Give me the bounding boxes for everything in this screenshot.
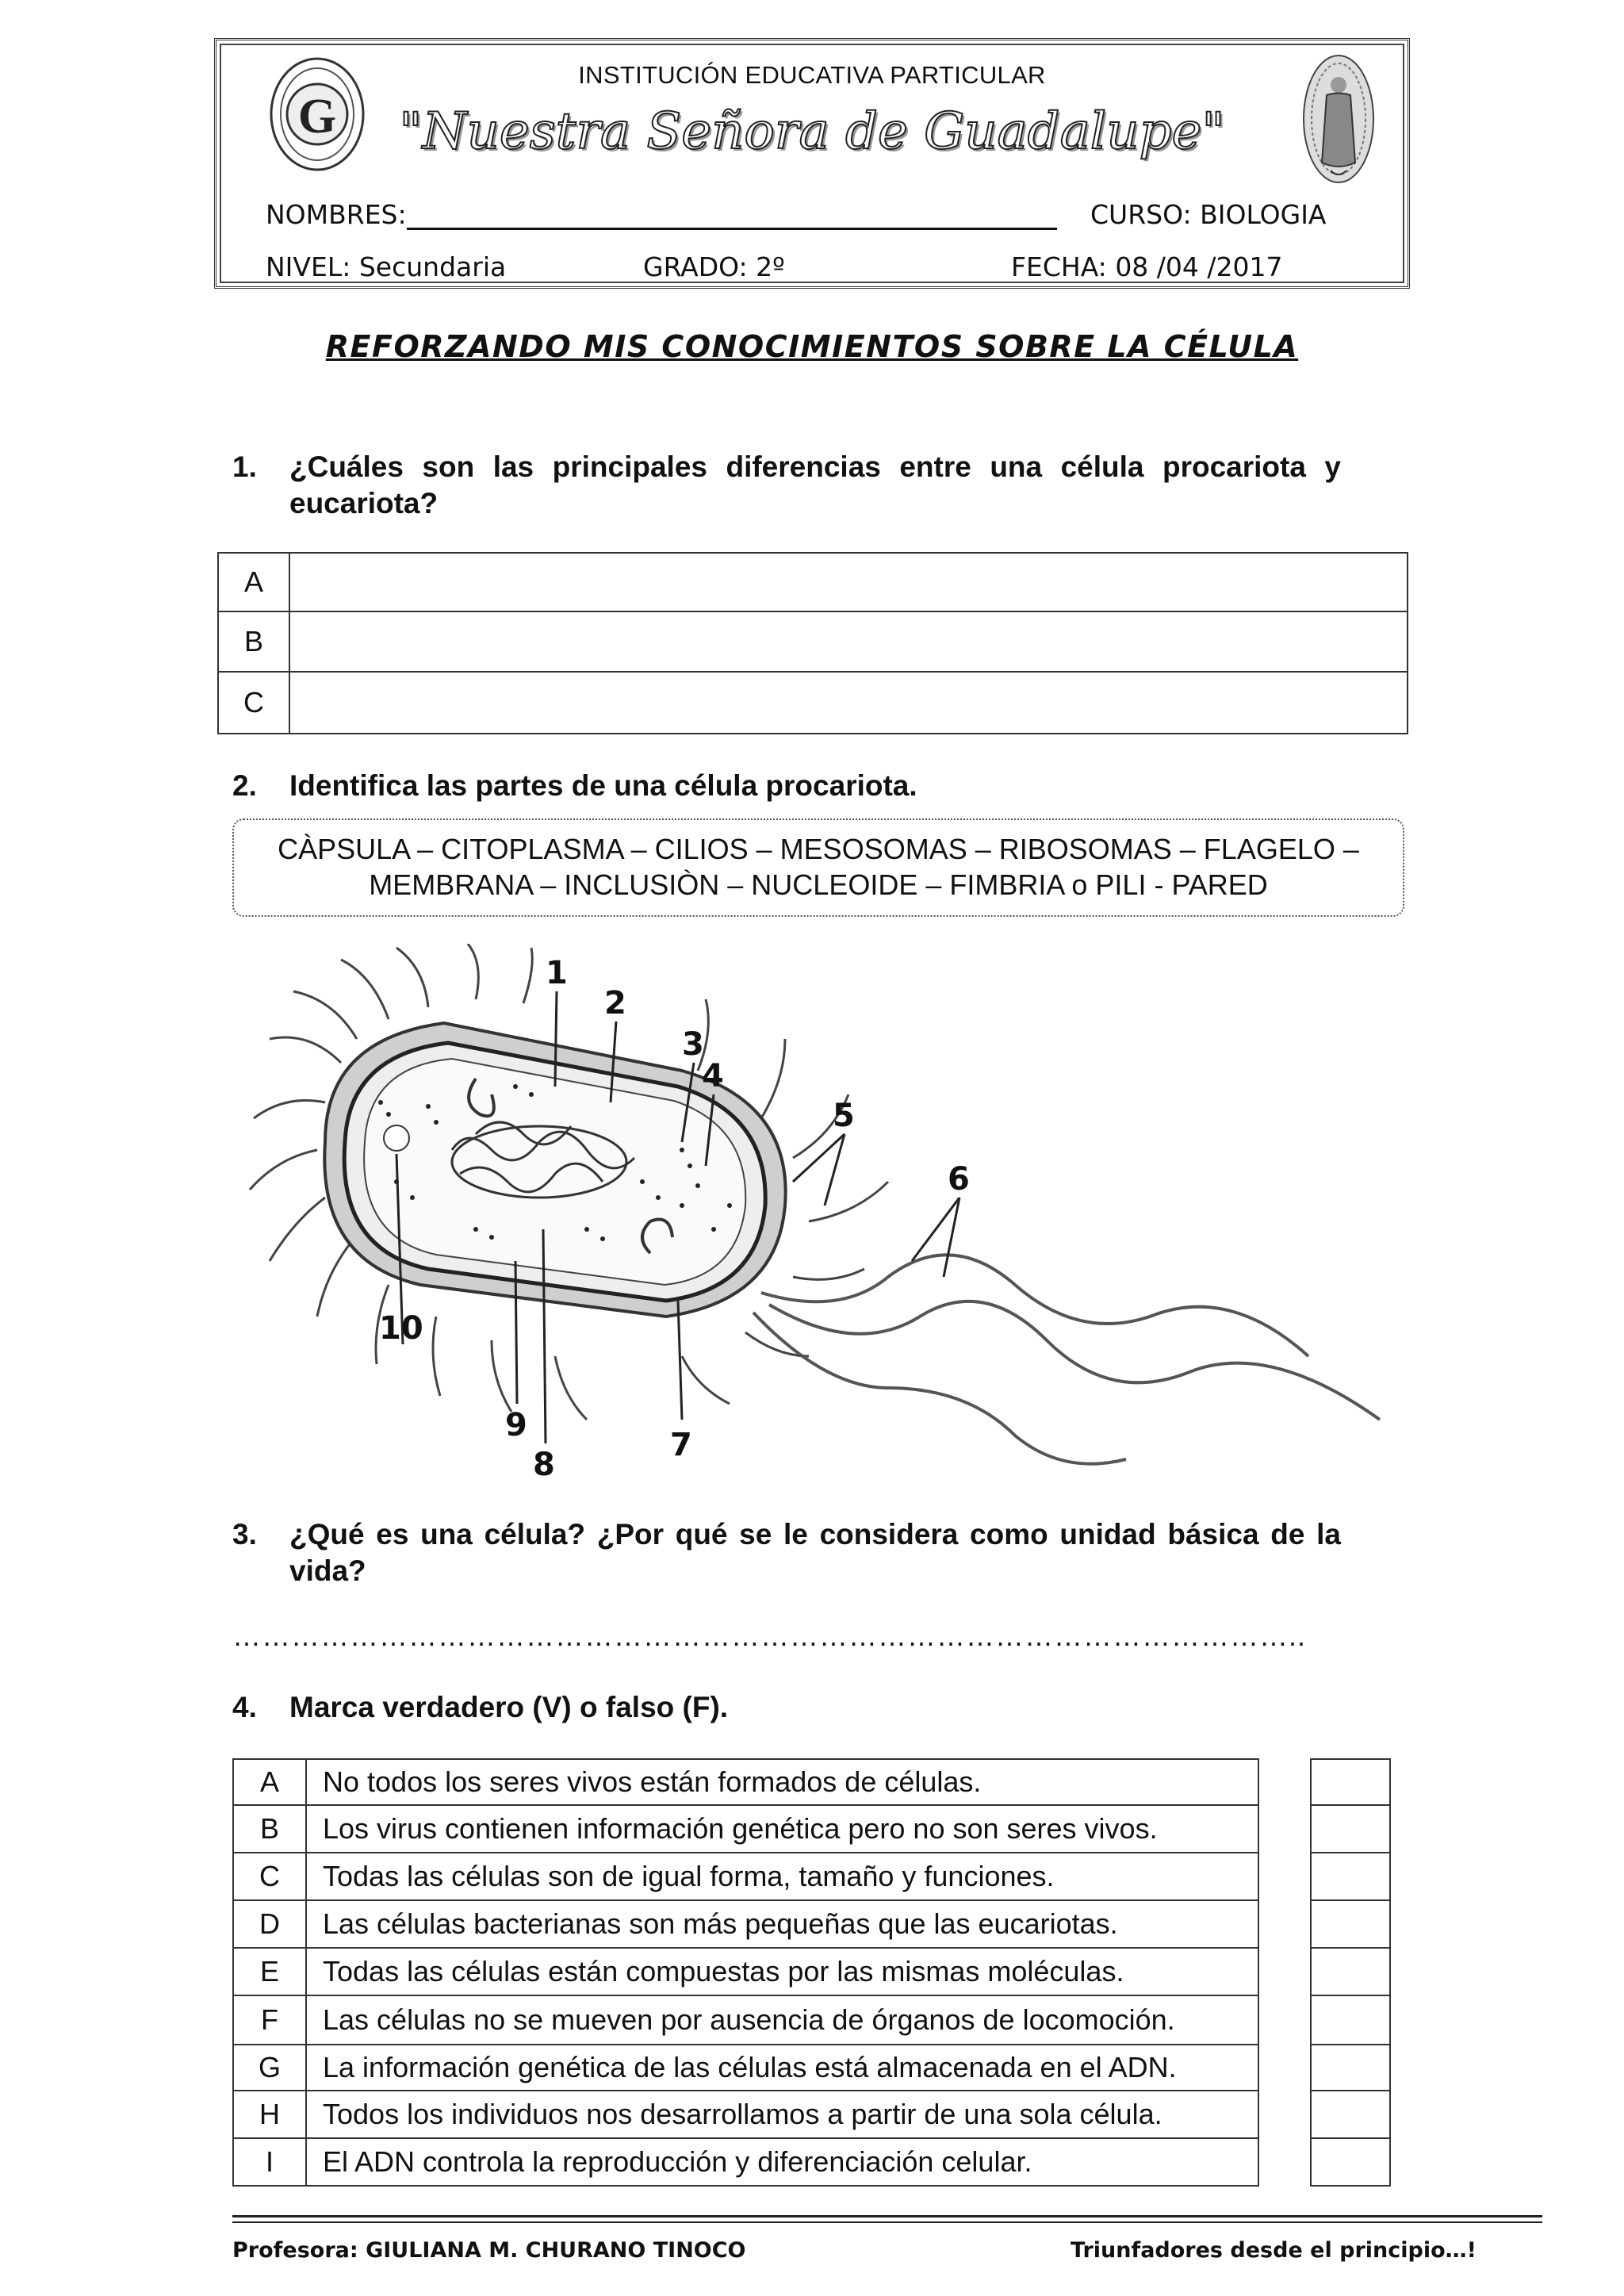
q1-answer-table: [217, 552, 1408, 734]
diagram-label-6: 6: [948, 1161, 970, 1198]
tf-statement-text: Todos los individuos nos desarrollamos a partir de una sola célula.: [306, 2091, 1258, 2138]
nivel-field: [266, 251, 506, 282]
tf-answer-row: [1311, 2045, 1390, 2091]
page-title: REFORZANDO MIS CONOCIMIENTOS SOBRE LA CÉLULA: [325, 329, 1299, 364]
curso-field: [1090, 199, 1327, 230]
diagram-label-9: 9: [505, 1407, 527, 1443]
tf-answer-row: [1311, 1948, 1390, 1995]
tf-answer-row: [1311, 2138, 1390, 2186]
question-2-text: Identifica las partes de una célula procariota.: [289, 769, 917, 802]
tf-statement-text: No todos los seres vivos están formados de células.: [306, 1759, 1258, 1805]
question-1-text: ¿Cuáles son las principales diferencias entre una célula procariota y eucariota?: [289, 450, 1341, 519]
tf-statement-row: [233, 2138, 1258, 2186]
grado-label: GRADO:: [643, 251, 748, 282]
tf-statement-letter: E: [233, 1948, 306, 1995]
logo-letter: G: [297, 90, 337, 144]
fecha-field: [1011, 251, 1283, 282]
tf-statement-row: [233, 1900, 1258, 1948]
diagram-label-3: 3: [682, 1026, 704, 1063]
prokaryote-diagram: [238, 944, 1396, 1483]
q3-answer-line[interactable]: ………………………………………………………………………………………………..: [232, 1619, 1307, 1652]
tf-answer-row: [1311, 1759, 1390, 1805]
curso-value: BIOLOGIA: [1200, 199, 1327, 230]
true-false-answer-column: [1310, 1758, 1391, 2187]
diagram-label-5: 5: [833, 1098, 855, 1134]
tf-statement-row: [233, 1995, 1258, 2045]
question-4: [232, 1689, 1342, 1729]
tf-statement-text: El ADN controla la reproducción y diferenciación celular.: [306, 2138, 1258, 2186]
tf-answer-cell[interactable]: [1311, 2091, 1390, 2138]
footer-teacher: Profesora: GIULIANA M. CHURANO TINOCO: [232, 2238, 746, 2263]
word-bank-line-2: MEMBRANA – INCLUSIÒN – NUCLEOIDE – FIMBRIA o PILI - PARED: [369, 868, 1268, 901]
tf-answer-row: [1311, 1853, 1390, 1900]
tf-statement-row: [233, 2045, 1258, 2091]
tf-answer-row: [1311, 1900, 1390, 1948]
tf-statement-text: Los virus contienen información genética pero no son seres vivos.: [306, 1805, 1258, 1853]
diagram-label-10: 10: [379, 1310, 423, 1347]
tf-statement-letter: F: [233, 1995, 306, 2045]
tf-statement-row: [233, 1805, 1258, 1853]
nombres-label: NOMBRES:: [266, 199, 407, 230]
curso-label: CURSO:: [1090, 199, 1192, 230]
diagram-label-2: 2: [604, 985, 626, 1022]
footer-motto: Triunfadores desde el principio…!: [1071, 2238, 1477, 2263]
tf-statement-text: Las células no se mueven por ausencia de órganos de locomoción.: [306, 1995, 1258, 2045]
tf-answer-cell[interactable]: [1311, 2138, 1390, 2186]
question-4-number: 4.: [232, 1691, 257, 1723]
grado-value: 2º: [756, 251, 785, 282]
header-box: [214, 38, 1410, 289]
q1-answer-cell[interactable]: [289, 672, 1408, 734]
diagram-label-1: 1: [546, 955, 568, 991]
tf-answer-cell[interactable]: [1311, 1900, 1390, 1948]
tf-statement-letter: I: [233, 2138, 306, 2186]
nivel-value: Secundaria: [358, 251, 507, 282]
true-false-table: [232, 1758, 1259, 2187]
tf-statement-text: La información genética de las células está almacenada en el ADN.: [306, 2045, 1258, 2091]
word-bank-line-1: CÀPSULA – CITOPLASMA – CILIOS – MESOSOMAS – RIBOSOMAS – FLAGELO –: [278, 833, 1359, 865]
question-1-number: 1.: [232, 450, 257, 483]
question-3: [232, 1516, 1342, 1596]
tf-statement-letter: A: [233, 1759, 306, 1805]
school-name: "Nuestra Señora de Guadalupe": [399, 102, 1225, 161]
tf-answer-row: [1311, 2091, 1390, 2138]
q1-answer-cell[interactable]: [289, 553, 1408, 611]
tf-statement-row: [233, 1948, 1258, 1995]
tf-answer-cell[interactable]: [1311, 1805, 1390, 1853]
footer-rule: [232, 2221, 1542, 2223]
tf-statement-letter: C: [233, 1853, 306, 1900]
inclusion: [384, 1125, 409, 1151]
q1-answer-cell[interactable]: [289, 611, 1408, 672]
tf-statement-text: Todas las células están compuestas por las mismas moléculas.: [306, 1948, 1258, 1995]
tf-answer-cell[interactable]: [1311, 1853, 1390, 1900]
tf-statement-row: [233, 1853, 1258, 1900]
diagram-label-7: 7: [670, 1427, 692, 1463]
question-3-text: ¿Qué es una célula? ¿Por qué se le considera como unidad básica de la vida?: [289, 1518, 1341, 1587]
nombres-blank-line[interactable]: [407, 201, 1057, 230]
q1-row-letter: A: [218, 553, 289, 611]
footer-rule: [232, 2215, 1542, 2217]
tf-statement-letter: D: [233, 1900, 306, 1948]
tf-statement-text: Las células bacterianas son más pequeñas que las eucariotas.: [306, 1900, 1258, 1948]
question-2: [232, 768, 1342, 807]
question-4-text: Marca verdadero (V) o falso (F).: [289, 1691, 729, 1723]
tf-answer-cell[interactable]: [1311, 1759, 1390, 1805]
nombres-field: [266, 199, 1057, 230]
fecha-value: 08 /04 /2017: [1115, 251, 1283, 282]
tf-answer-cell[interactable]: [1311, 1948, 1390, 1995]
q1-row-letter: C: [218, 672, 289, 734]
tf-statement-letter: H: [233, 2091, 306, 2138]
tf-answer-row: [1311, 1995, 1390, 2045]
question-1: [232, 449, 1342, 528]
tf-statement-row: [233, 2091, 1258, 2138]
word-bank: [232, 818, 1404, 917]
grado-field: [643, 251, 785, 282]
tf-statement-letter: B: [233, 1805, 306, 1853]
tf-statement-row: [233, 1759, 1258, 1805]
institution-label: INSTITUCIÓN EDUCATIVA PARTICULAR: [578, 61, 1046, 89]
tf-answer-cell[interactable]: [1311, 2045, 1390, 2091]
flagella: [753, 1255, 1380, 1463]
fecha-label: FECHA:: [1011, 251, 1107, 282]
tf-answer-row: [1311, 1805, 1390, 1853]
question-2-number: 2.: [232, 769, 257, 802]
q1-row-letter: B: [218, 611, 289, 672]
nivel-label: NIVEL:: [266, 251, 351, 282]
question-3-number: 3.: [232, 1518, 257, 1550]
diagram-label-4: 4: [702, 1058, 724, 1094]
tf-statement-text: Todas las células son de igual forma, tamaño y funciones.: [306, 1853, 1258, 1900]
tf-answer-cell[interactable]: [1311, 1995, 1390, 2045]
diagram-label-8: 8: [533, 1447, 555, 1483]
tf-statement-letter: G: [233, 2045, 306, 2091]
